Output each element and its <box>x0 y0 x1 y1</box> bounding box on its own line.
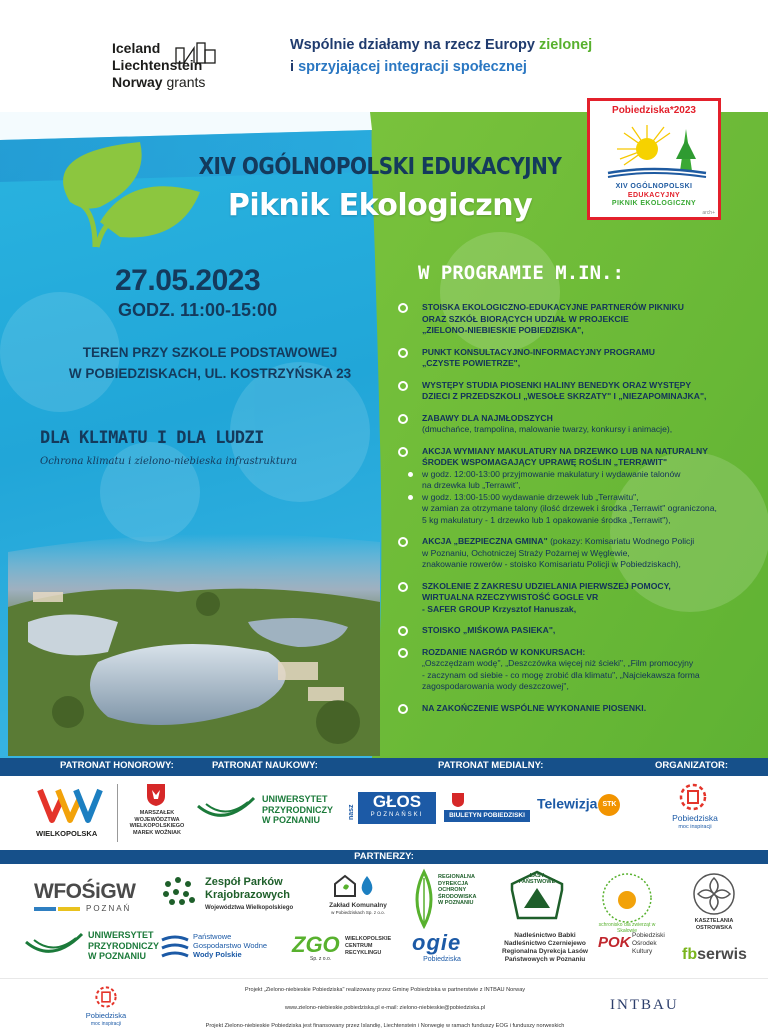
event-badge <box>587 98 721 220</box>
biuletyn-crest-icon <box>451 792 465 808</box>
fb-part: fb <box>682 946 698 963</box>
pok-logo: POK <box>598 934 631 951</box>
program-item-heading: ROZDANIE NAGRÓD W KONKURSACH: <box>422 646 586 657</box>
program-item <box>398 536 762 571</box>
circle-bullet-icon <box>398 582 408 592</box>
badge-line-3: PIKNIK EKOLOGICZNY <box>611 200 697 207</box>
wielkopolska-text: WIELKOPOLSKA <box>36 829 98 838</box>
footer-line-1: Projekt „Zielono-niebieskie Pobiedziska" realizowany przez Gminę Pobiedziska w partnerstwie z INTBAU Norway <box>244 987 526 993</box>
intbau-logo: INTBAU <box>610 997 679 1013</box>
badge-line-2: EDUKACYJNY <box>627 191 681 199</box>
wielkopolska-logo-icon <box>36 782 104 826</box>
program-item-heading: ŚRODEK WSPOMAGAJĄCY UPRAWĘ ROŚLIN „TERRAWIT" <box>422 457 668 467</box>
partners-label: PARTNERZY: <box>354 851 414 862</box>
wody-line-2: Gospodarstwo Wodne <box>193 941 268 950</box>
circle-bullet-icon <box>398 348 408 358</box>
event-hours: GODZ. 11:00-15:00 <box>118 300 278 320</box>
program-item-heading: STOISKO „MIŚKOWA PASIEKA", <box>422 625 556 635</box>
program-item <box>398 647 762 693</box>
marszalek-line-1: MARSZAŁEK <box>139 810 175 816</box>
wody-text <box>193 932 267 959</box>
up-text <box>262 794 333 826</box>
motto-subtitle: Ochrona klimatu i zielono-niebieska infrastruktura <box>40 456 298 467</box>
wody-line-1: Państwowe <box>193 932 232 941</box>
kasztelania-flower-icon <box>692 872 736 916</box>
motto: DLA KLIMATU I DLA LUDZI <box>40 428 264 448</box>
patron-medialny-label: PATRONAT MEDIALNY: <box>438 760 544 771</box>
program-item-description: „Oszczędzam wodę", „Deszczówka więcej niż ścieki", „Film promocyjny <box>422 658 694 668</box>
slogan-green: zielonej <box>538 37 593 53</box>
event-date: 27.05.2023 <box>115 264 261 297</box>
program-item <box>398 446 762 527</box>
grants-norway: Norway <box>112 74 163 90</box>
grants-line-liechtenstein: Liechtenstein <box>112 57 203 73</box>
program-item <box>398 302 762 337</box>
program-item <box>398 413 762 436</box>
program-title: W PROGRAMIE M.IN.: <box>418 262 624 284</box>
slogan <box>290 34 750 78</box>
telewizja-logo <box>537 794 620 816</box>
zpk-line-2: Krajobrazowych <box>205 889 290 901</box>
program-item-heading: - SAFER GROUP Krzysztof Hanuszak, <box>422 603 577 614</box>
dot-bullet-icon <box>408 472 413 477</box>
badge-line-1: XIV OGÓLNOPOLSKI <box>615 183 693 190</box>
telewizja-text: Telewizja <box>537 795 598 812</box>
venue-line-1: TEREN PRZY SZKOLE PODSTAWOWEJ <box>82 345 338 360</box>
program-item-heading: „CZYSTE POWIETRZE", <box>422 358 521 368</box>
rdos-text <box>438 874 482 907</box>
patronage-logos <box>0 776 768 850</box>
up-swoosh-2-icon <box>24 932 84 960</box>
rdos-line-4: ŚRODOWISKA <box>438 893 477 900</box>
zgo-sub: Sp. z o.o. <box>310 956 332 962</box>
up-line-2: PRZYRODNICZY <box>262 804 334 815</box>
program-sub-item-line: w godz. 13:00-15:00 wydawanie drzewek lub „Terrawitu", <box>422 491 639 502</box>
grants-line-iceland: Iceland <box>112 40 161 56</box>
up-2-line-2: PRZYRODNICZY <box>88 940 160 951</box>
wcr-text <box>345 936 391 957</box>
up-line-1: UNIWERSYTET <box>262 794 328 804</box>
patronage-bar <box>0 758 768 776</box>
rdos-line-5: W POZNANIU <box>438 900 474 906</box>
nadlesnictwo-text <box>480 932 610 964</box>
up-line-3: W POZNANIU <box>262 815 320 825</box>
wody-polskie-icon <box>160 932 190 964</box>
footer-pobiedziska-icon <box>94 985 118 1009</box>
marszalek-text <box>122 810 192 836</box>
zpk-line-1: Zespół Parków <box>205 876 283 888</box>
lasy-text: LASY PAŃSTWOWE <box>518 873 556 885</box>
grants-mark-icon <box>175 42 217 64</box>
wfosigw-bar-2 <box>58 907 80 911</box>
badge-subtitle <box>590 183 718 209</box>
circle-bullet-icon <box>398 626 408 636</box>
glos-sub: POZNAŃSKI <box>370 812 424 818</box>
hero <box>0 105 768 758</box>
wcr-line-2: CENTRUM <box>345 943 373 949</box>
title-line-1: XIV OGÓLNOPOLSKI EDUKACYJNY <box>198 152 562 180</box>
coat-of-arms-icon <box>146 783 166 807</box>
program-item-heading: AKCJA WYMIANY MAKULATURY NA DRZEWKO LUB NA NATURALNY <box>422 445 708 456</box>
circle-bullet-icon <box>398 381 408 391</box>
title-line-2: Piknik Ekologiczny <box>227 188 533 223</box>
program-sub-item <box>422 492 762 527</box>
program-list <box>398 302 762 724</box>
zk-house-icon <box>331 872 383 898</box>
event-venue <box>40 342 380 384</box>
nasz-text: nasz <box>348 804 355 820</box>
up-2-line-1: UNIWERSYTET <box>88 930 154 940</box>
org-tag: moc inspiracji <box>678 824 712 830</box>
organizer-label: ORGANIZATOR: <box>655 760 729 771</box>
circle-bullet-icon <box>398 537 408 547</box>
footer-org-name: Pobiedziska <box>85 1011 127 1020</box>
pok-line-1: Pobiedziski <box>632 932 665 939</box>
marszalek-line-4: MAREK WOŹNIAK <box>133 829 181 836</box>
program-item-heading: ZABAWY DLA NAJMŁODSZYCH <box>422 412 553 423</box>
partners-bar <box>0 850 768 864</box>
program-item-heading: PUNKT KONSULTACYJNO-INFORMACYJNY PROGRAMU <box>422 346 655 357</box>
nadl-line-4: Państwowych w Poznaniu <box>504 956 586 963</box>
program-item-heading: WIRTUALNA RZECZYWISTOŚĆ GOGLE VR <box>422 592 599 602</box>
org-name: Pobiedziska <box>672 813 718 823</box>
program-item-description: znakowanie rowerów - stoisko Komisariatu Policji w Pobiedziskach), <box>422 559 681 569</box>
program-item <box>398 625 762 637</box>
zpk-text <box>205 876 293 915</box>
nadl-line-2: Nadleśnictwo Czerniejewo <box>504 940 586 947</box>
zpk-sub: Województwa Wielkopolskiego <box>205 905 294 911</box>
program-item-description: - zaczynam od siebie - co mogę zrobić dla klimatu", „Najciekawsza forma <box>422 669 700 680</box>
nadl-line-1: Nadleśnictwo Babki <box>514 932 576 939</box>
fb-rest: serwis <box>697 946 747 963</box>
zgo-logo: ZGO <box>292 932 340 957</box>
program-item-heading: „ZIELONO-NIEBIESKIE POBIEDZISKA", <box>422 325 584 335</box>
rdos-line-1: REGIONALNA <box>438 874 475 880</box>
up-2-line-3: W POZNANIU <box>88 951 146 961</box>
wfosigw-logo: WFOŚiGW <box>34 880 136 903</box>
program-item-heading: SZKOLENIE Z ZAKRESU UDZIELANIA PIERWSZEJ POMOCY, <box>422 580 671 591</box>
footer-org-tag: moc inspiracji <box>90 1021 122 1027</box>
wcr-line-1: WIELKOPOLSKIE <box>345 936 392 942</box>
fbserwis-logo <box>682 946 747 964</box>
kasztelania-text <box>684 918 744 931</box>
program-item-description: zagospodarowania wody deszczowej", <box>422 681 569 691</box>
wfosigw-bar <box>34 907 56 911</box>
zk-text: Zakład Komunalny <box>329 902 387 909</box>
program-item-heading: ORAZ SZKÓŁ BIORĄCYCH UDZIAŁ W PROJEKCIE <box>422 313 629 324</box>
rdos-leaf-icon <box>410 868 438 928</box>
program-item-heading: AKCJA „BEZPIECZNA GMINA" <box>422 536 551 546</box>
schronisko-text: schronisko dla zwierząt w Skałowie <box>598 922 656 934</box>
zk-sub: w Pobiedziskach Sp. z o.o. <box>331 910 385 915</box>
program-item <box>398 581 762 616</box>
footer-line-3: Projekt Zielono-niebieskie Pobiedziska jest finansowany przez Islandię, Liechtenstein i Norwegię w ramach funduszy EOG i funduszy norweskich <box>205 1023 565 1029</box>
grants-word: grants <box>166 74 206 90</box>
circle-bullet-icon <box>398 704 408 714</box>
sun-tree-icon <box>602 119 712 181</box>
title-block <box>170 154 590 223</box>
glos-title: GŁOS <box>372 792 422 811</box>
program-sub-item <box>422 469 762 492</box>
circle-bullet-icon <box>398 303 408 313</box>
ogie-sub: Pobiedziska <box>423 956 461 963</box>
program-item-heading: DZIECI Z PRZEDSZKOLI „WESOŁE SKRZATY" I „NIEZAPOMINAJKA", <box>422 391 707 401</box>
circle-bullet-icon <box>398 414 408 424</box>
pok-line-2: Ośrodek <box>632 940 657 947</box>
program-sub-item-line: w zamian za otrzymane talony (ilość drzewek i środka „Terrawit" ograniczona, <box>422 503 717 513</box>
program-sub-item-line: 5 kg makulatury - 1 drzewko lub 1 opakowanie środka „Terrawit"), <box>422 514 671 525</box>
program-item-heading: NA ZAKOŃCZENIE WSPÓLNE WYKONANIE PIOSENKI. <box>422 702 647 713</box>
kasz-line-1: KASZTELANIA <box>694 918 734 924</box>
wody-bold: Wody Polskie <box>193 950 242 959</box>
marszalek-line-3: WIELKOPOLSKIEGO <box>129 823 185 829</box>
stk-badge: STK <box>598 794 620 816</box>
patron-naukowy-label: PATRONAT NAUKOWY: <box>212 760 318 771</box>
up-swoosh-icon <box>196 794 256 824</box>
partners-logos <box>0 864 768 978</box>
badge-title: Pobiedziska*2023 <box>612 105 696 116</box>
wcr-line-3: RECYKLINGU <box>345 950 382 956</box>
venue-line-2: W POBIEDZISKACH, UL. KOSTRZYŃSKA 23 <box>68 366 352 381</box>
aerial-lake-photo <box>8 512 380 756</box>
wfosigw-city: POZNAŃ <box>86 904 132 913</box>
program-item <box>398 703 762 715</box>
pobiedziska-sun-icon <box>678 782 708 812</box>
kasz-line-2: OSTROWSKA <box>695 924 733 931</box>
program-item <box>398 347 762 370</box>
program-item-description: (pokazy: Komisariatu Wodnego Policji <box>550 536 695 546</box>
slogan-part2: i <box>290 59 299 75</box>
glos-logo <box>358 792 436 824</box>
nadl-line-3: Regionalna Dyrekcja Lasów <box>502 948 588 955</box>
pok-name <box>632 932 665 956</box>
program-item-description: (dmuchańce, trampolina, malowanie twarzy, konkursy i animacje), <box>422 424 673 434</box>
slogan-part1: Wspólnie działamy na rzecz Europy <box>290 37 539 53</box>
ogie-logo: ogie <box>412 930 462 955</box>
rdos-line-2: DYREKCJA <box>438 880 469 887</box>
header <box>0 0 768 112</box>
footer-line-2: www.zielono-niebieskie.pobiedziska.pl e-mail: zielono-niebieskie@pobiedziska.pl <box>284 1005 486 1011</box>
program-sub-item-line: w godz. 12:00-13:00 przyjmowanie makulatury i wydawanie talonów <box>422 468 681 479</box>
up-2-text <box>88 930 159 962</box>
schronisko-icon <box>600 870 654 926</box>
rdos-line-3: OCHRONY <box>438 887 467 893</box>
footer <box>0 978 768 1036</box>
patron-honorowy-label: PATRONAT HONOROWY: <box>60 760 174 771</box>
slogan-blue: sprzyjającej integracji społecznej <box>298 59 527 75</box>
circle-bullet-icon <box>398 648 408 658</box>
circle-bullet-icon <box>398 447 408 457</box>
program-item-description: w Poznaniu, Ochotniczej Straży Pożarnej w Węglewie, <box>422 547 630 558</box>
zpk-tree-icon <box>158 874 198 914</box>
program-item-heading: WYSTĘPY STUDIA PIOSENKI HALINY BENEDYK ORAZ WYSTĘPY <box>422 379 692 390</box>
marszalek-line-2: WOJEWÓDZTWA <box>134 816 180 823</box>
pok-line-3: Kultury <box>632 948 653 955</box>
divider <box>117 784 118 842</box>
badge-credit: arch+ <box>702 210 715 216</box>
program-sub-item-line: na drzewka lub „Terrawit", <box>422 480 521 490</box>
grants-line-norway <box>112 74 252 91</box>
dot-bullet-icon <box>408 495 413 500</box>
program-item-heading: STOISKA EKOLOGICZNO-EDUKACYJNE PARTNERÓW PIKNIKU <box>422 302 684 312</box>
biuletyn-logo: BIULETYN POBIEDZISKI <box>444 810 530 822</box>
program-item <box>398 380 762 403</box>
